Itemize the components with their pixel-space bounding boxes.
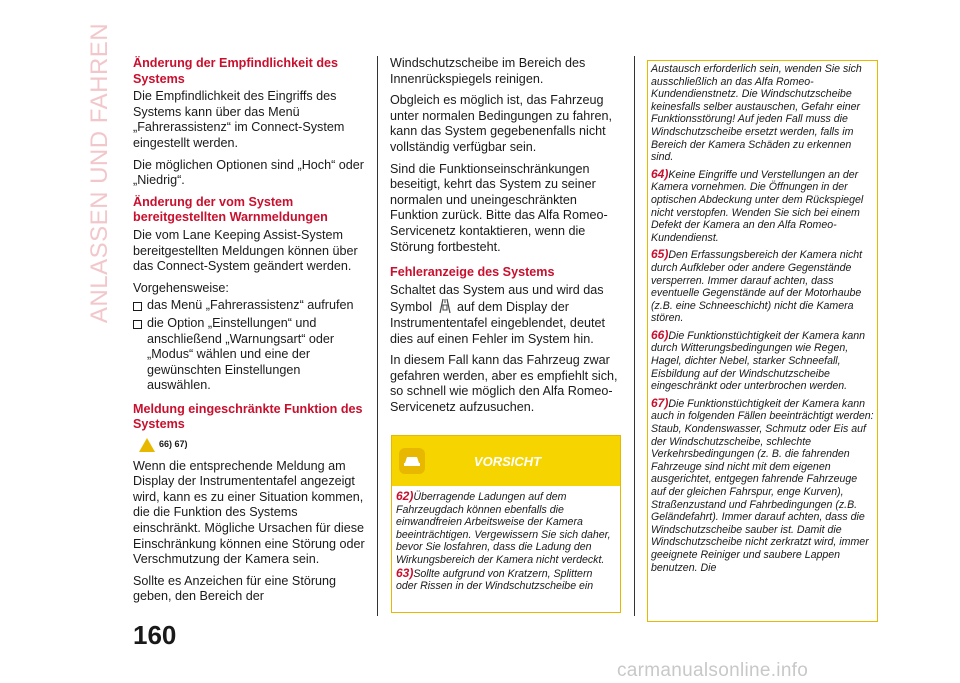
paragraph: Die möglichen Optionen sind „Hoch“ oder „Niedrig“. xyxy=(133,157,365,188)
caution-continuation-box xyxy=(647,60,878,622)
bullet-square-icon xyxy=(133,302,142,311)
section-heading: Fehleranzeige des Systems xyxy=(390,265,555,280)
section-heading: Änderung der vom System bereitgestellten Warnmeldungen xyxy=(133,194,328,225)
bullet-item: das Menü „Fahrerassistenz“ aufrufen xyxy=(133,298,365,314)
warning-triangle-icon xyxy=(139,438,155,452)
caution-body: 62)Überragende Ladungen auf dem Fahrzeugdach können ebenfalls die einwandfreien Arbeitsweise der Kamera beeinträchtigen. Vergewissern Sie sich daher, bevor Sie losfahren, dass die Ladung den Wirkungsbereich der Kamera nicht verdeckt. 63)Sollte aufgrund von Kratzern, Splittern oder Rissen in der Windschutzscheibe ein xyxy=(396,489,611,593)
car-warning-icon xyxy=(399,448,425,474)
column-divider xyxy=(634,56,635,616)
chapter-side-title: ANLASSEN UND FAHREN xyxy=(86,22,114,324)
caution-header xyxy=(392,436,620,486)
warning-reference: 66) 67) xyxy=(139,437,365,453)
paragraph: Sind die Funktionseinschränkungen beseitigt, kehrt das System zu seiner normalen und uneingeschränkten Funktion zurück. Bitte das Alfa Romeo-Servicenetz kontaktieren, wenn die Störung fortbesteht. xyxy=(390,161,608,254)
bullet-item: die Option „Einstellungen“ und anschließend „Warnungsart“ oder „Modus“ wählen und eine der gewünschten Einstellungen auswählen. xyxy=(133,316,365,394)
caution-box xyxy=(391,435,621,613)
caution-item: 65)Den Erfassungsbereich der Kamera nicht durch Aufkleber oder andere Gegenstände versperren. Immer darauf achten, dass eventuelle Gegenstände auf der Motorhaube (z.B. eine Schneeschicht) nicht die Kamera stören. xyxy=(651,247,863,325)
paragraph: Sollte es Anzeichen für eine Störung geben, den Bereich der xyxy=(133,573,337,604)
paragraph: Obgleich es möglich ist, das Fahrzeug unter normalen Bedingungen zu fahren, kann das System gegebenenfalls nicht vollständig verfügbar sein. xyxy=(390,93,612,154)
bullet-square-icon xyxy=(133,320,142,329)
column-divider xyxy=(377,56,378,616)
paragraph: In diesem Fall kann das Fahrzeug zwar gefahren werden, aber es empfiehlt sich, so schnell wie möglich den Alfa Romeo-Servicenetz aufzusuchen. xyxy=(390,353,618,414)
paragraph: Schaltet das System aus und wird das Symbol auf dem Display der Instrumententafel eingeblendet, deutet dies auf einen Fehler im System hin. xyxy=(390,282,605,346)
paragraph: Windschutzscheibe im Bereich des Innenrückspiegels reinigen. xyxy=(390,56,586,86)
paragraph: Die Empfindlichkeit des Eingriffs des Systems kann über das Menü „Fahrerassistenz“ im Connect-System eingestellt werden. xyxy=(133,89,345,150)
section-heading: Meldung eingeschränkte Funktion des Systems xyxy=(133,401,363,432)
section-heading: Änderung der Empfindlichkeit des Systems xyxy=(133,56,339,86)
caution-title: VORSICHT xyxy=(473,453,542,469)
caution-item: 66)Die Funktionstüchtigkeit der Kamera kann durch Witterungsbedingungen wie Regen, Hagel, dichter Nebel, starker Schneefall, Eisbildung auf der Windschutzscheibe eingeschränkt oder unterbrochen werden. xyxy=(651,327,866,393)
lane-assist-fault-icon xyxy=(438,298,452,314)
watermark: carmanualsonline.info xyxy=(617,660,809,681)
column-2 xyxy=(390,56,622,421)
paragraph: Die vom Lane Keeping Assist-System bereitgestellten Meldungen können über das Connect-System geändert werden. xyxy=(133,227,358,274)
paragraph: Vorgehensweise: xyxy=(133,280,229,295)
caution-item: 67)Die Funktionstüchtigkeit der Kamera kann auch in folgenden Fällen beeinträchtigt werden: Staub, Kondenswasser, Schmutz oder Eis auf der Windschutzscheibe, schlechte Verkehrsbedingungen (z. B. die fahrenden Fahrzeuge sind nicht mit dem eigenen ausgerichtet, entgegen fahrende Fahrzeuge auf der gleichen Fahrspur, enge Kurven), Straßenzustand und Fahrbedingungen (z.B. Geländefahrt). Immer darauf achten, dass die Windschutzscheibe sauber ist. Damit die Windschutzscheibe nicht zerkratzt wird, immer geeignete Reiniger und saubere Lappen benutzen. Die xyxy=(651,395,874,574)
column-1 xyxy=(133,56,365,611)
caution-item: 64)Keine Eingriffe und Verstellungen an der Kamera vornehmen. Die Öffnungen in der optischen Abdeckung unter dem Rückspiegel nicht verstopfen. Wenden Sie sich bei einem Defekt der Kamera an den Alfa Romeo-Kundendienst. xyxy=(651,166,864,244)
paragraph: Austausch erforderlich sein, wenden Sie sich ausschließlich an das Alfa Romeo-Kundendienstnetz. Die Windschutzscheibe keinesfalls selber austauschen, Gefahr einer Funktionsstörung! Auf jeden Fall muss die Windschutzscheibe ersetzt werden, falls im Bereich der Kamera Schäden zu erkennen sind. xyxy=(651,63,862,164)
page-number: 160 xyxy=(133,620,177,650)
paragraph: Wenn die entsprechende Meldung am Display der Instrumententafel angezeigt wird, kann es zu einer Situation kommen, die die Funktion des Systems einschränkt. Mögliche Ursachen für diese Einschränkung können eine Störung oder Verschmutzung der Kamera sein. xyxy=(133,458,365,567)
